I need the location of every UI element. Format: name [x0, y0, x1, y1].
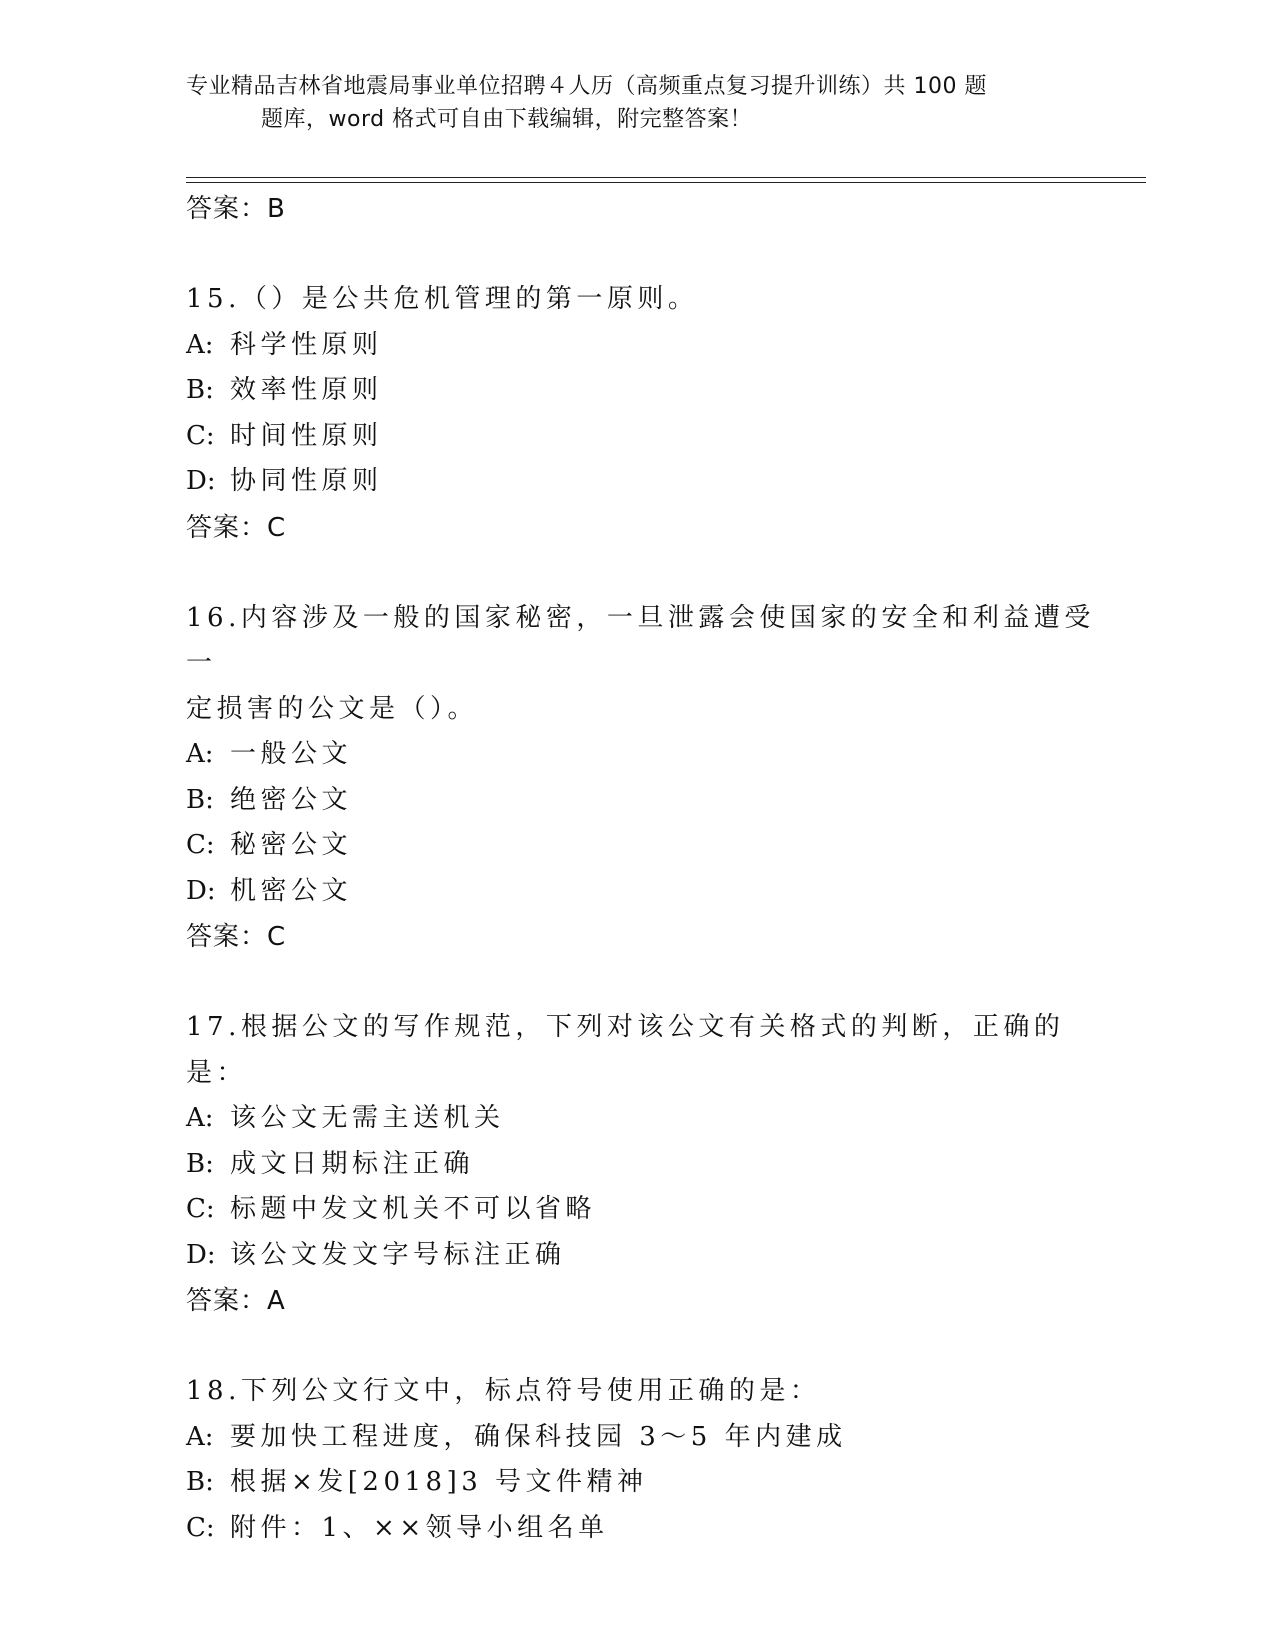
question-15: [186, 277, 1106, 551]
option-text: 协同性原则: [230, 466, 383, 496]
option-letter: D:: [186, 1239, 216, 1270]
option-letter: D:: [186, 466, 216, 496]
question-16: [186, 596, 1106, 961]
header-rule-top: [186, 177, 1146, 178]
option-d: [186, 459, 1106, 505]
question-text: 17.根据公文的写作规范，下列对该公文有关格式的判断，正确的是：: [186, 1012, 1065, 1088]
option-letter: A:: [186, 1421, 214, 1452]
option-letter: C:: [186, 420, 215, 451]
option-text: 秘密公文: [230, 830, 353, 860]
option-letter: B:: [186, 784, 214, 815]
question-text-continued: 定损害的公文是（）。: [186, 693, 479, 724]
option-letter: B:: [186, 1467, 214, 1497]
question-text: 16.内容涉及一般的国家秘密，一旦泄露会使国家的安全和利益遭受一: [186, 602, 1095, 678]
option-letter: B:: [186, 375, 214, 405]
question-text: 18.下列公文行文中，标点符号使用正确的是：: [186, 1376, 821, 1406]
question-17: [186, 1005, 1106, 1324]
option-c: [186, 1187, 1106, 1233]
option-text: 绝密公文: [230, 784, 353, 815]
option-letter: C:: [186, 1512, 215, 1543]
answer-line: 答案：C: [186, 512, 287, 543]
option-a: [186, 1096, 1106, 1142]
option-text: 标题中发文机关不可以省略: [230, 1194, 597, 1224]
option-c: [186, 414, 1106, 460]
option-letter: C:: [186, 1194, 215, 1224]
option-b: [186, 368, 1106, 414]
question-text: 15.（）是公共危机管理的第一原则。: [186, 284, 699, 314]
option-text: 科学性原则: [230, 329, 383, 360]
option-text: 一般公文: [230, 739, 353, 769]
option-text: 根据×发[2018]3 号文件精神: [230, 1467, 648, 1497]
option-c: [186, 1506, 1106, 1552]
option-text: 该公文无需主送机关: [230, 1103, 505, 1133]
option-a: [186, 323, 1106, 369]
header-rule-bottom: [186, 182, 1146, 183]
option-b: [186, 778, 1106, 824]
option-text: 成文日期标注正确: [230, 1148, 475, 1179]
option-b: [186, 1142, 1106, 1188]
option-text: 时间性原则: [230, 420, 383, 451]
option-text: 附件：1、××领导小组名单: [230, 1512, 609, 1543]
option-a: [186, 1415, 1106, 1461]
option-letter: A:: [186, 329, 214, 360]
option-d: [186, 1233, 1106, 1279]
option-letter: D:: [186, 875, 216, 906]
option-letter: C:: [186, 830, 215, 860]
option-text: 该公文发文字号标注正确: [230, 1239, 566, 1270]
option-letter: A:: [186, 739, 214, 769]
option-text: 要加快工程进度，确保科技园 3～5 年内建成: [230, 1421, 847, 1452]
option-b: [186, 1460, 1106, 1506]
option-a: [186, 732, 1106, 778]
header-line-1: 专业精品吉林省地震局事业单位招聘４人历（高频重点复习提升训练）共 100 题: [186, 74, 987, 99]
answer-line: 答案：B: [186, 194, 286, 224]
option-c: [186, 823, 1106, 869]
answer-line: 答案：A: [186, 1286, 286, 1316]
document-body: [186, 186, 1106, 1551]
option-letter: A:: [186, 1103, 214, 1133]
option-d: [186, 869, 1106, 915]
option-letter: B:: [186, 1148, 214, 1179]
option-text: 机密公文: [230, 875, 353, 906]
question-18: [186, 1369, 1106, 1551]
header-line-2: 题库，word 格式可自由下载编辑，附完整答案！: [261, 107, 753, 132]
document-header: [186, 70, 1066, 136]
option-text: 效率性原则: [230, 375, 383, 405]
answer-line: 答案：C: [186, 922, 287, 952]
